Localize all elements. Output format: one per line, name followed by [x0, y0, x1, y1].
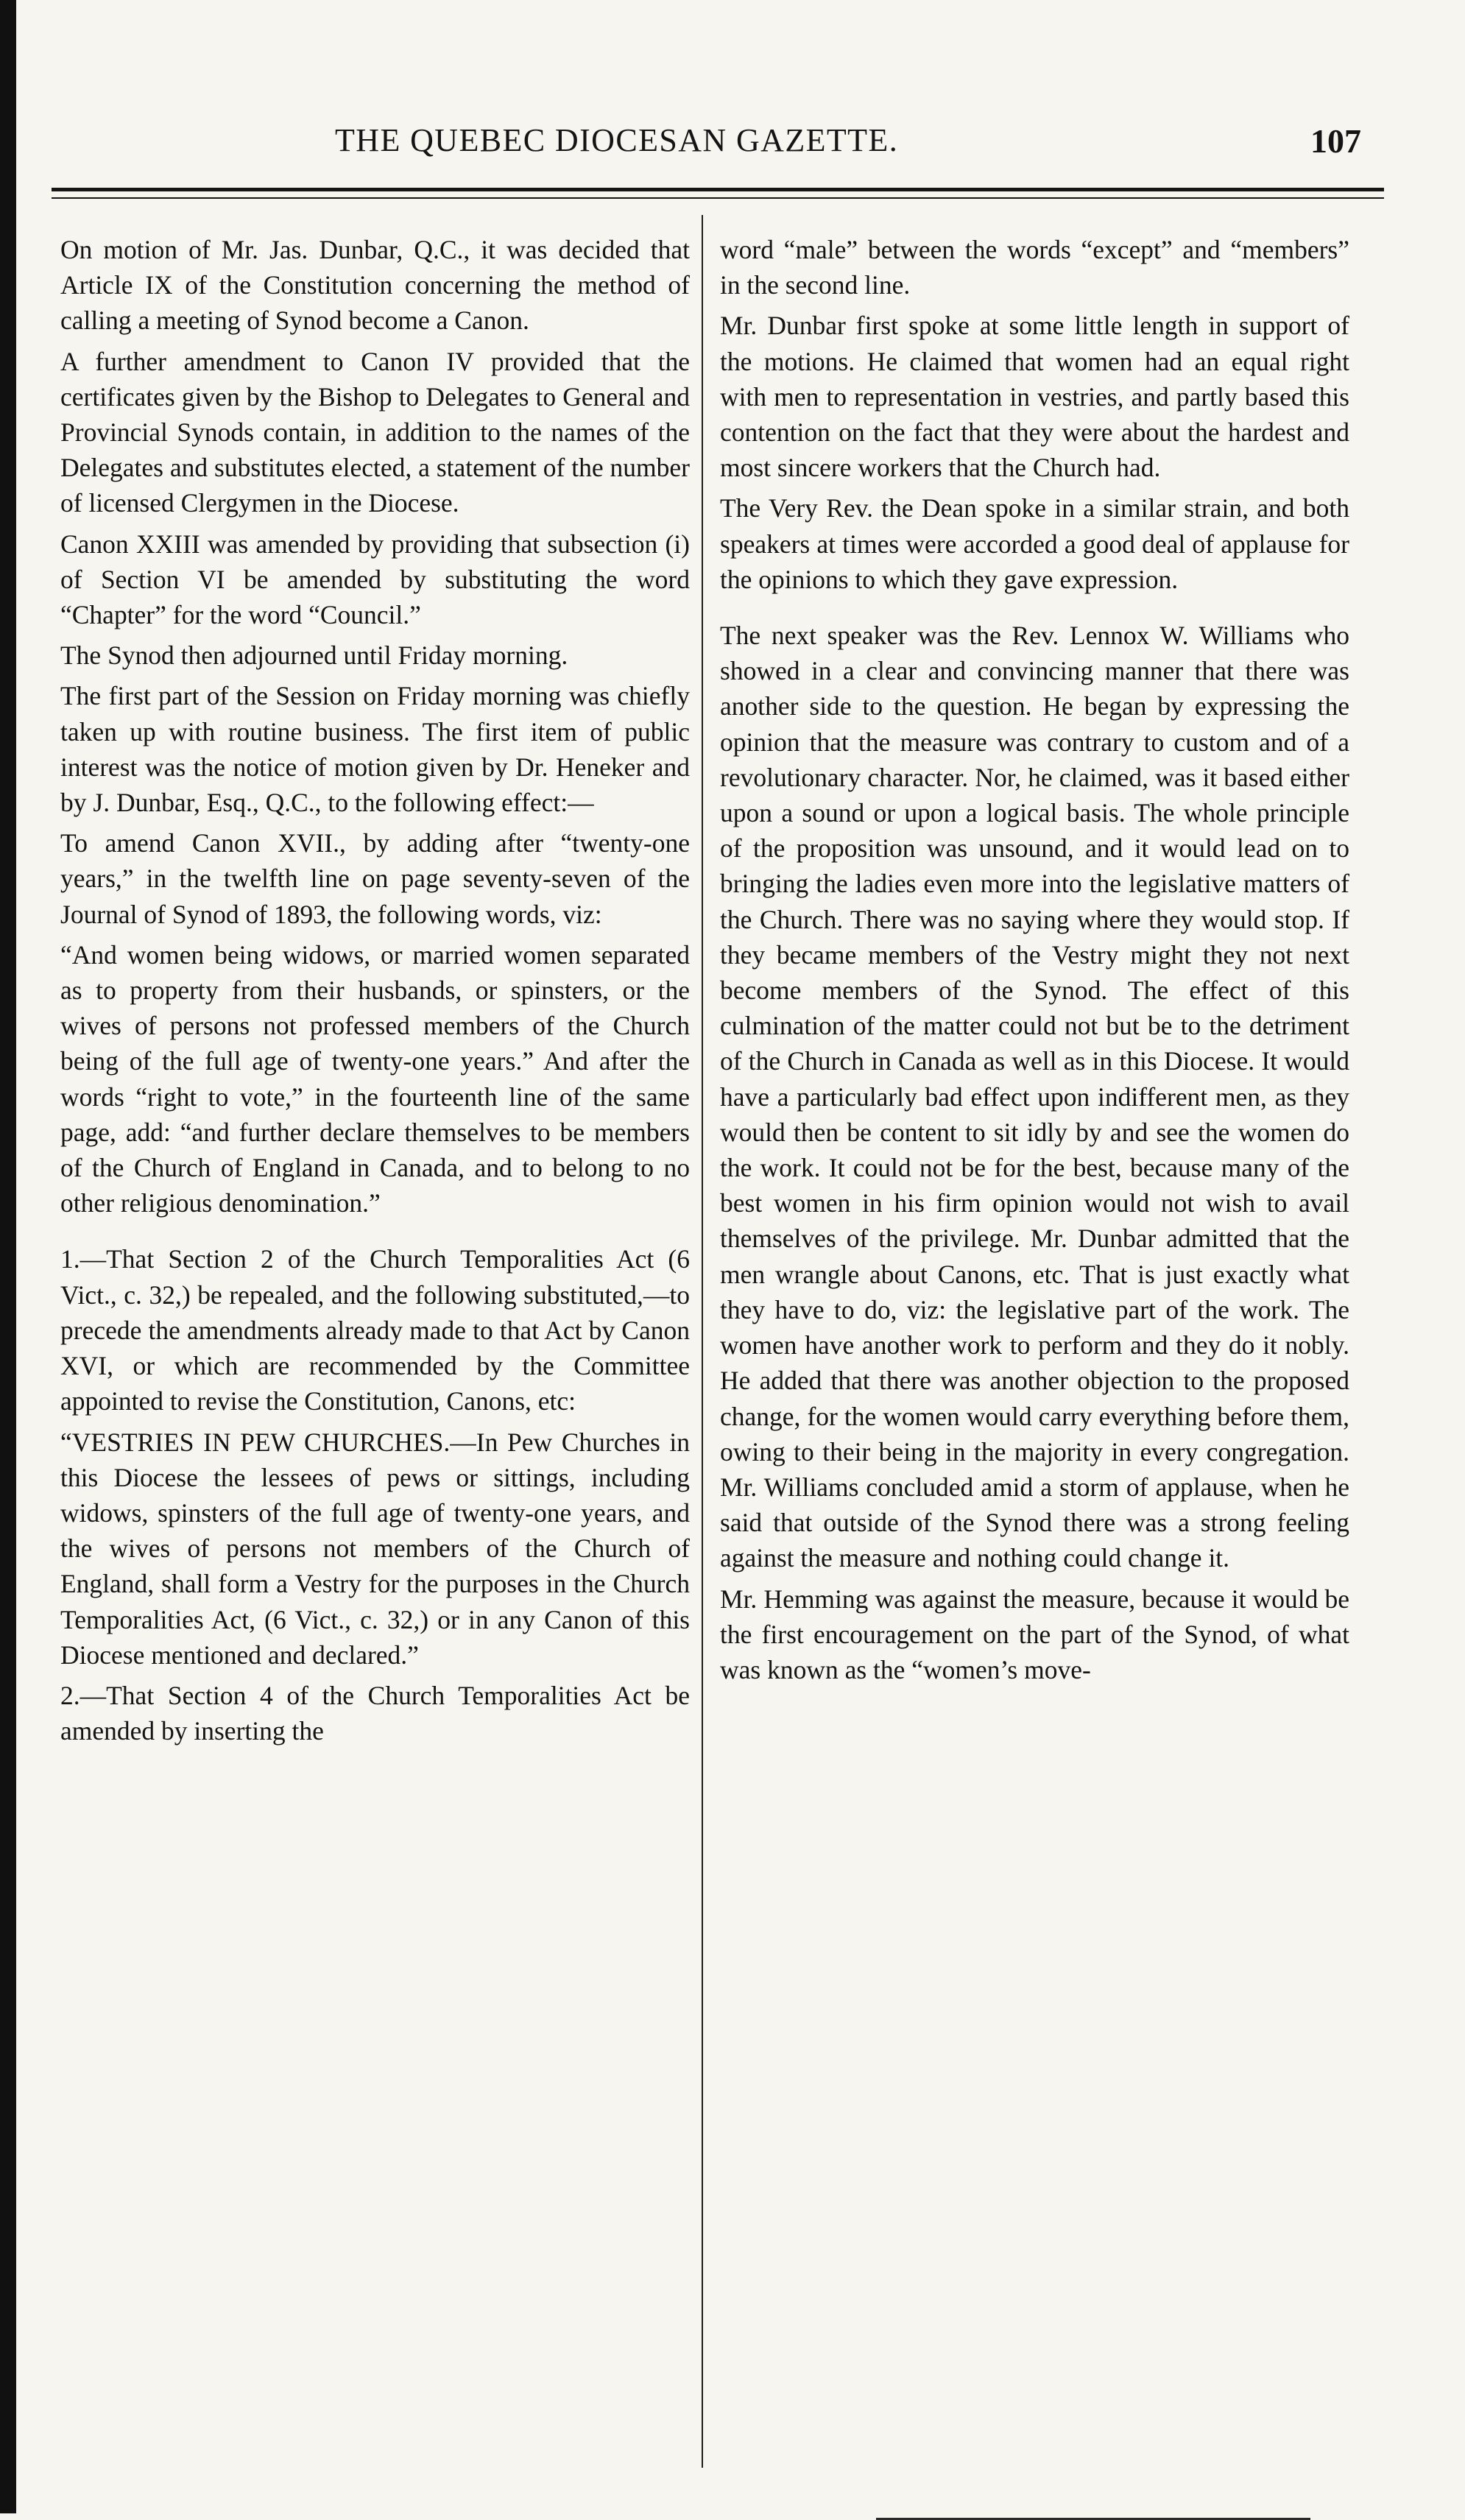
page-number: 107: [1310, 122, 1361, 160]
right-column: [720, 232, 1349, 1687]
paragraph-women-clause: “And women being widows, or married women separated as to property from their husbands, or spinsters, or the wives of persons not professed members of the Church being of the full age of twenty-one years.” And after the words “right to vote,” in the fourteenth line of the same page, add: “and further declare themselves to be members of the Church of England in Canada, and to belong to no other religious denomination.”: [60, 939, 690, 1218]
paragraph-word-male: word “male” between the words “except” and “members” in the second line.: [720, 235, 1349, 300]
scan-dark-edge: [0, 0, 16, 2513]
page-title: THE QUEBEC DIOCESAN GAZETTE.: [335, 122, 899, 158]
gazette-page: [52, 88, 1436, 2488]
paragraph-article-ix: On motion of Mr. Jas. Dunbar, Q.C., it was decided that Article IX of the Constitution concerning the method of calling a meeting of Synod become a Canon.: [60, 235, 690, 336]
paragraph-section-2: 1.—That Section 2 of the Church Temporalities Act (6 Vict., c. 32,) be repealed, and the following substituted,—to precede the amendments already made to that Act by Canon XVI, or which are recommended by the Committee appointed to revise the Constitution, Canons, etc:: [60, 1244, 690, 1416]
paragraph-section-4: 2.—That Section 4 of the Church Temporalities Act be amended by inserting the: [60, 1680, 690, 1746]
left-column: [60, 232, 690, 1748]
header-rule-thick: [52, 188, 1384, 191]
header-rule-thin: [52, 197, 1384, 199]
paragraph-canon-iv: A further amendment to Canon IV provided that the certificates given by the Bishop to Delegates to General and Provincial Synods contain, in addition to the names of the Delegates and substitutes elected, a statement of the number of licensed Clergymen in the Diocese.: [60, 346, 690, 518]
paragraph-vestries: “VESTRIES IN PEW CHURCHES.—In Pew Churches in this Diocese the lessees of pews or sittings, including widows, spinsters of the full age of twenty-one years, and the wives of persons not members of the Church of England, shall form a Vestry for the purposes in the Church Temporalities Act, (6 Vict., c. 32,) or in any Canon of this Diocese mentioned and declared.”: [60, 1427, 690, 1670]
running-head: [52, 121, 1377, 173]
column-divider: [702, 215, 703, 2468]
paragraph-friday-session: The first part of the Session on Friday morning was chiefly taken up with routine business. The first item of public interest was the notice of motion given by Dr. Heneker and by J. Dunbar, Esq., Q.C., to the following effect:—: [60, 681, 690, 818]
paragraph-williams-speech: The next speaker was the Rev. Lennox W. Williams who showed in a clear and convincing manner that there was another side to the question. He began by expressing the opinion that the measure was contrary to custom and of a revolutionary character. Nor, he claimed, was it based either upon a sound or upon a logical basis. The whole principle of the proposition was unsound, and it would lead on to bringing the ladies even more into the legislative matters of the Church. There was no saying where they would stop. If they became members of the Vestry might they not next become members of the Synod. The effect of this culmination of the matter could not but be to the detriment of the Church in Canada as well as in this Diocese. It would have a particularly bad effect upon indifferent men, as they would then be content to sit idly by and see the women do the work. It could not be for the best, because many of the best women in his firm opinion would not wish to avail themselves of the privilege. Mr. Dunbar admitted that the men wrangle about Canons, etc. That is just exactly what they have to do, viz: the legislative part of the work. The women have another work to perform and they do it nobly. He added that there was another objection to the proposed change, for the women would carry everything before them, owing to their being in the majority in every congregation. Mr. Williams concluded amid a storm of applause, when he said that outside of the Synod there was a strong feeling against the measure and nothing could change it.: [720, 621, 1349, 1573]
paragraph-amend-canon-xvii: To amend Canon XVII., by adding after “twenty-one years,” in the twelfth line on page seventy-seven of the Journal of Synod of 1893, the following words, viz:: [60, 828, 690, 929]
paragraph-adjournment: The Synod then adjourned until Friday morning.: [60, 640, 568, 671]
paragraph-dean-speech: The Very Rev. the Dean spoke in a similar strain, and both speakers at times were accorded a good deal of applause for the opinions to which they gave expression.: [720, 493, 1349, 594]
paragraph-canon-xxiii: Canon XXIII was amended by providing that subsection (i) of Section VI be amended by substituting the word “Chapter” for the word “Council.”: [60, 529, 690, 630]
paragraph-dunbar-speech: Mr. Dunbar first spoke at some little length in support of the motions. He claimed that women had an equal right with men to representation in vestries, and partly based this contention on the fact that they were about the hardest and most sincere workers that the Church had.: [720, 311, 1349, 483]
paragraph-hemming-speech: Mr. Hemming was against the measure, because it would be the first encouragement on the part of the Synod, of what was known as the “women’s move-: [720, 1584, 1349, 1684]
